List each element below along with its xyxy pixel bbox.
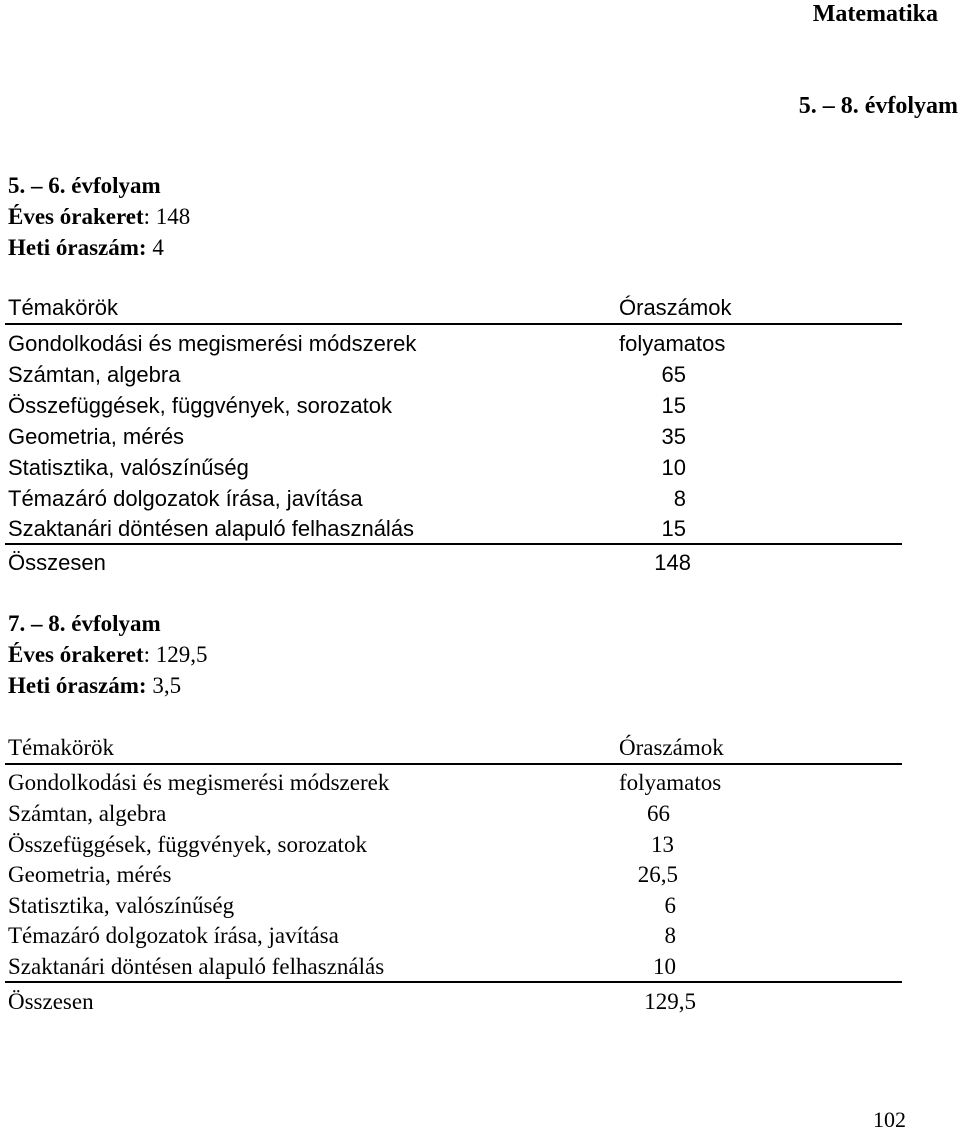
weekly-hours-value: 4 bbox=[146, 235, 164, 260]
annual-hours-line bbox=[8, 205, 190, 228]
table-row-topic: Gondolkodási és megismerési módszerek bbox=[8, 331, 417, 356]
total-label: Összesen bbox=[8, 989, 94, 1014]
table-row-topic: Témazáró dolgozatok írása, javítása bbox=[8, 923, 339, 948]
table-row-hours: 65 bbox=[661, 362, 686, 387]
weekly-hours-line bbox=[8, 236, 164, 259]
total-rule bbox=[5, 543, 902, 545]
header-rule bbox=[5, 763, 902, 765]
weekly-hours-label: Heti óraszám: bbox=[8, 235, 147, 260]
document-subject: Matematika bbox=[812, 1, 938, 27]
header-rule bbox=[5, 323, 902, 325]
table-row-topic: Szaktanári döntésen alapuló felhasználás bbox=[8, 954, 385, 979]
table-row-topic: Statisztika, valószínűség bbox=[8, 455, 249, 480]
section-title: 7. – 8. évfolyam bbox=[8, 611, 161, 636]
section-title: 5. – 6. évfolyam bbox=[8, 173, 161, 198]
column-header-topics: Témakörök bbox=[8, 295, 119, 320]
column-header-hours: Óraszámok bbox=[619, 295, 732, 320]
annual-hours-label: Éves órakeret bbox=[8, 204, 144, 229]
annual-hours-label: Éves órakeret bbox=[8, 642, 144, 667]
table-row-hours: 26,5 bbox=[637, 862, 678, 887]
table-row-hours: folyamatos bbox=[619, 331, 726, 356]
weekly-hours-value: 3,5 bbox=[146, 673, 182, 698]
table-row-topic: Összefüggések, függvények, sorozatok bbox=[8, 832, 367, 857]
table-row-hours: 6 bbox=[664, 893, 676, 918]
total-rule bbox=[5, 981, 902, 983]
annual-hours-line bbox=[8, 643, 208, 666]
page-number: 102 bbox=[873, 1107, 906, 1132]
annual-hours-value: : 148 bbox=[143, 204, 191, 229]
table-row-hours: 8 bbox=[673, 486, 686, 511]
table-row-topic: Geometria, mérés bbox=[8, 862, 172, 887]
table-row-hours: 15 bbox=[661, 516, 686, 541]
annual-hours-value: : 129,5 bbox=[143, 642, 208, 667]
total-value: 148 bbox=[654, 550, 691, 575]
table-row-topic: Számtan, algebra bbox=[8, 362, 181, 387]
table-row-hours: 15 bbox=[661, 393, 686, 418]
total-value: 129,5 bbox=[644, 989, 696, 1014]
table-row-topic: Statisztika, valószínűség bbox=[8, 893, 235, 918]
total-label: Összesen bbox=[8, 550, 106, 575]
table-row-topic: Geometria, mérés bbox=[8, 424, 185, 449]
table-row-topic: Összefüggések, függvények, sorozatok bbox=[8, 393, 392, 418]
weekly-hours-label: Heti óraszám: bbox=[8, 673, 147, 698]
table-row-topic: Gondolkodási és megismerési módszerek bbox=[8, 770, 390, 795]
document-grade-range: 5. – 8. évfolyam bbox=[798, 93, 958, 119]
table-row-hours: 8 bbox=[664, 923, 676, 948]
weekly-hours-line bbox=[8, 674, 181, 697]
table-row-hours: 66 bbox=[647, 801, 670, 826]
column-header-hours: Óraszámok bbox=[619, 735, 724, 760]
table-row-topic: Számtan, algebra bbox=[8, 801, 167, 826]
table-row-hours: folyamatos bbox=[619, 770, 722, 795]
table-row-hours: 10 bbox=[653, 954, 676, 979]
table-row-topic: Témazáró dolgozatok írása, javítása bbox=[8, 486, 363, 511]
table-row-hours: 35 bbox=[661, 424, 686, 449]
table-row-hours: 10 bbox=[661, 455, 686, 480]
table-row-topic: Szaktanári döntésen alapuló felhasználás bbox=[8, 516, 415, 541]
table-row-hours: 13 bbox=[651, 832, 674, 857]
column-header-topics: Témakörök bbox=[8, 735, 115, 760]
